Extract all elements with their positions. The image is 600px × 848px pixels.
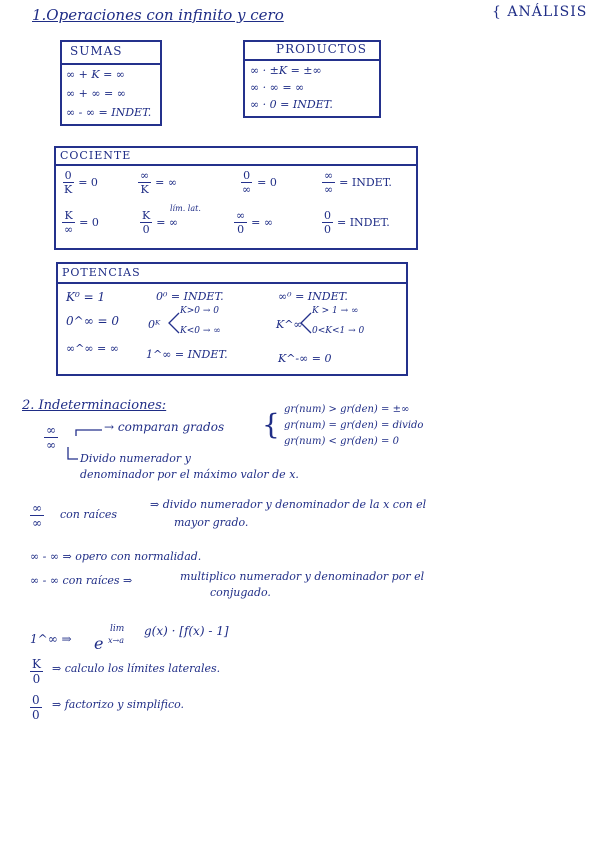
uno-inf-sub: x→a — [108, 636, 124, 645]
section-tag: { ANÁLISIS — [492, 4, 588, 20]
raices-text: mayor grado. — [174, 516, 249, 529]
potencia-zero-inf: 0^∞ = 0 — [66, 314, 120, 328]
resta-raices-text: conjugado. — [210, 586, 271, 599]
grado-brace: { — [262, 408, 280, 441]
frac-inf-inf: $\frac{\infty}{\infty}$ — [46, 423, 56, 452]
potencia-inf-zero: ∞⁰ = INDET. — [278, 290, 348, 303]
cociente-item: $\frac{0}{\infty}$ = 0 — [242, 169, 277, 196]
productos-divider — [243, 59, 381, 61]
frac-0-0: $\frac{0}{0}$ — [32, 693, 40, 722]
cociente-item: $\frac{0}{0}$ = INDET. — [324, 209, 390, 236]
uno-inf-e: e — [94, 634, 104, 653]
cociente-item: $\frac{K}{0}$ = ∞ — [142, 209, 179, 236]
productos-title: PRODUCTOS — [276, 42, 367, 56]
cociente-item: $\frac{\infty}{K}$ = ∞ — [140, 169, 178, 196]
potencia-zero-k: 0ᴷ — [148, 318, 161, 331]
k0-text: ⇒ calculo los límites laterales. — [52, 662, 221, 675]
branch-bracket — [168, 312, 180, 334]
productos-row: ∞ · ±K = ±∞ — [250, 64, 322, 77]
resta-raices-label: ∞ - ∞ con raíces ⇒ — [30, 574, 133, 587]
section-title: 2. Indeterminaciones: — [22, 398, 167, 413]
cociente-note: lím. lat. — [170, 204, 201, 213]
compare-text: → comparan grados — [104, 420, 225, 434]
potencia-k-minus-inf: K^-∞ = 0 — [278, 352, 332, 365]
potencia-k0: K⁰ = 1 — [66, 290, 106, 304]
divide-text: denominador por el máximo valor de x. — [80, 468, 299, 481]
grado-row: gr(num) < gr(den) = 0 — [284, 436, 399, 447]
potencia-one-inf: 1^∞ = INDET. — [146, 348, 228, 361]
cociente-item: $\frac{\infty}{\infty}$ = INDET. — [324, 169, 392, 196]
grado-row: gr(num) > gr(den) = ±∞ — [284, 404, 410, 415]
uno-inf-expr: g(x) · [f(x) - 1] — [144, 624, 229, 638]
divide-text: Divido numerador y — [80, 452, 191, 465]
potencia-inf-k-branch: K > 1 → ∞ — [312, 306, 359, 316]
frac-k-0: $\frac{K}{0}$ — [32, 657, 41, 686]
zz-text: ⇒ factorizo y simplifico. — [52, 698, 185, 711]
potencia-zero-k-branch: K>0 → 0 — [180, 306, 219, 316]
raices-label: con raíces — [60, 508, 118, 521]
uno-inf-lim: lim — [110, 624, 125, 634]
sumas-divider — [60, 63, 162, 65]
sumas-row: ∞ - ∞ = INDET. — [66, 106, 152, 119]
potencia-inf-k-branch: 0<K<1 → 0 — [312, 326, 365, 336]
cociente-title: COCIENTE — [60, 149, 132, 162]
potencia-zero-zero: 0⁰ = INDET. — [156, 290, 224, 303]
potencia-zero-k-branch: K<0 → ∞ — [180, 326, 221, 336]
page-title: 1.Operaciones con infinito y cero — [32, 6, 284, 24]
grado-row: gr(num) = gr(den) = divido — [284, 420, 424, 431]
cociente-divider — [54, 164, 418, 166]
sumas-row: ∞ + ∞ = ∞ — [66, 87, 126, 100]
raices-text: ⇒ divido numerador y denominador de la x con el — [150, 498, 427, 511]
resta-text: ∞ - ∞ ⇒ opero con normalidad. — [30, 550, 202, 563]
sumas-title: SUMAS — [70, 44, 123, 58]
productos-row: ∞ · ∞ = ∞ — [250, 81, 305, 94]
frac-raices: $\frac{\infty}{\infty}$ — [32, 501, 42, 530]
productos-row: ∞ · 0 = INDET. — [250, 98, 333, 111]
cociente-item: $\frac{0}{K}$ = 0 — [64, 169, 98, 196]
arrow-icon — [66, 446, 80, 462]
sumas-row: ∞ + K = ∞ — [66, 68, 125, 81]
potencias-title: POTENCIAS — [62, 266, 141, 279]
potencias-divider — [56, 282, 408, 284]
cociente-item: $\frac{K}{\infty}$ = 0 — [64, 209, 99, 236]
uno-inf-label: 1^∞ ⇒ — [30, 632, 72, 646]
potencia-inf-inf: ∞^∞ = ∞ — [66, 342, 119, 355]
potencia-inf-k: K^∞ — [276, 318, 303, 331]
resta-raices-text: multiplico numerador y denominador por el — [180, 570, 425, 583]
branch-bracket — [300, 312, 312, 334]
cociente-item: $\frac{\infty}{0}$ = ∞ — [236, 209, 274, 236]
